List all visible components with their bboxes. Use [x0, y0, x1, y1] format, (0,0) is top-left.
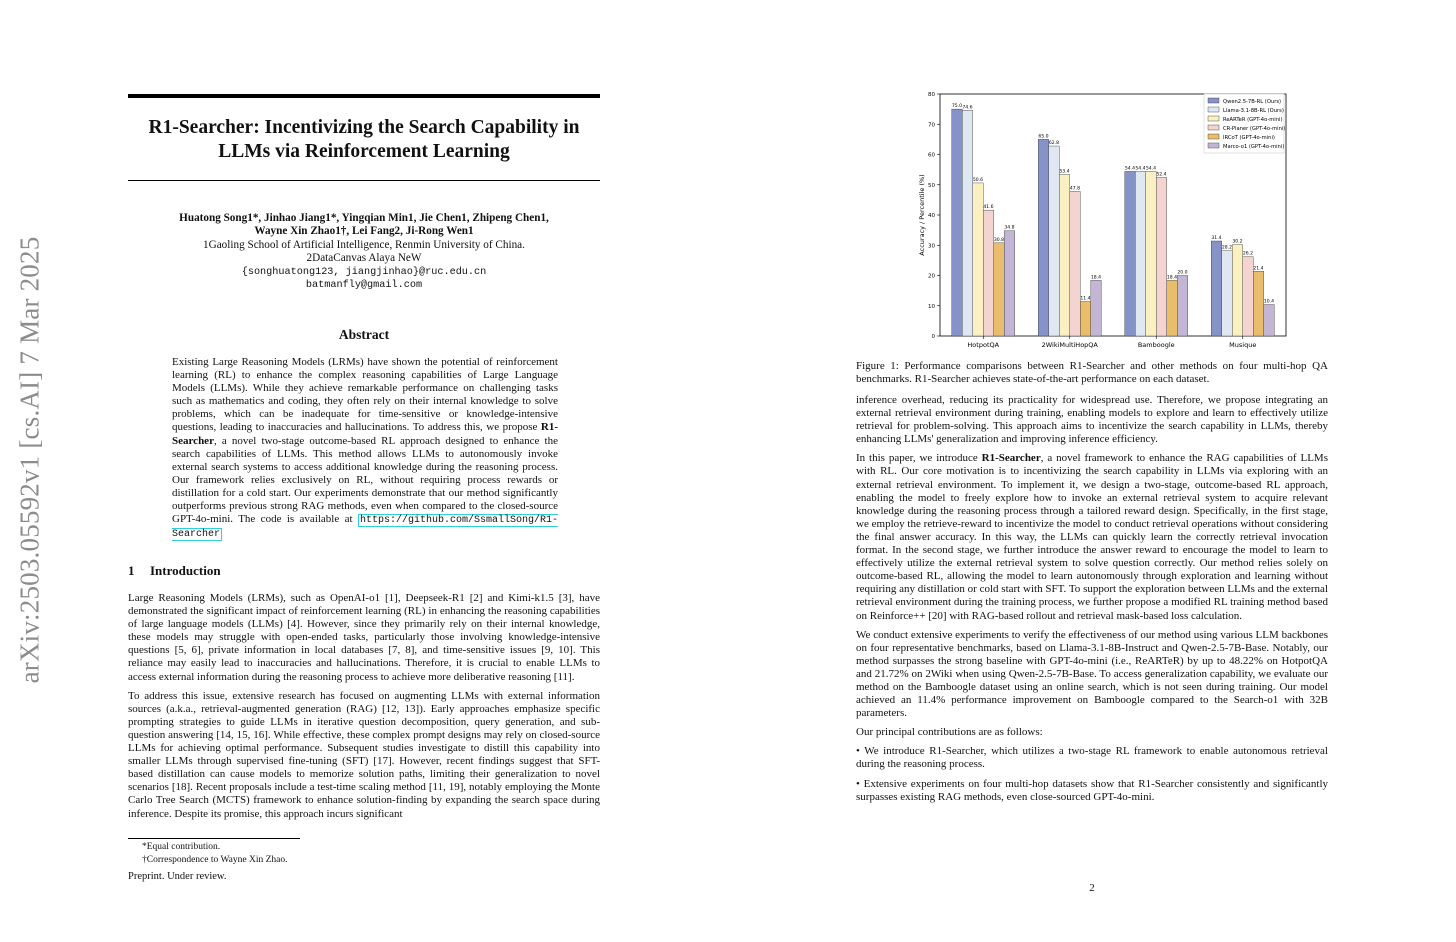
- right-p2-method: R1-Searcher: [981, 452, 1041, 465]
- x-tick-label: Musique: [1229, 341, 1257, 349]
- footnote-equal-contribution: *Equal contribution.: [142, 842, 221, 852]
- intro-heading: [128, 563, 221, 579]
- legend-swatch: [1208, 125, 1219, 130]
- bar-value-label: 47.8: [1069, 186, 1081, 192]
- bar-value-label: 53.4: [1059, 169, 1070, 175]
- bar: [1049, 146, 1060, 336]
- right-p2-a: In this paper, we introduce: [856, 452, 982, 465]
- legend-swatch: [1208, 143, 1219, 148]
- bar-value-label: 54.4: [1135, 166, 1146, 172]
- bar: [1091, 280, 1102, 336]
- bar: [1125, 171, 1136, 336]
- authors-line-1: Huatong Song1*, Jinhao Jiang1*, Yingqian Min1, Jie Chen1, Zhipeng Chen1,: [179, 212, 549, 224]
- bar: [1264, 305, 1275, 336]
- y-tick-label: 30: [928, 243, 935, 250]
- y-tick-label: 70: [928, 122, 935, 129]
- bar: [1167, 280, 1178, 336]
- bar-value-label: 34.8: [1004, 225, 1015, 231]
- bar-value-label: 18.4: [1166, 275, 1178, 281]
- footnote-rule: [128, 838, 300, 839]
- abstract-part-a: Existing Large Reasoning Models (LRMs) have shown the potential of reinforcement learning (RL) to enhance the complex reasoning capabilities of Large Language Models (LLMs). While they achieve remarkable performance on challenging tasks such as mathematics and coding, they often rely on their internal knowledge to solve problems, which can be inadequate for time-sensitive or knowledge-intensive questions, leading to inaccuracies and hallucinations. To address this, we propose: [172, 356, 558, 434]
- abstract-heading: Abstract: [338, 327, 390, 342]
- footnotes: [128, 841, 287, 866]
- bar-value-label: 54.4: [1145, 166, 1157, 172]
- bar-value-label: 20.0: [1177, 270, 1188, 276]
- bar-value-label: 54.4: [1124, 166, 1136, 172]
- legend-entry: Llama-3.1-8B-RL (Ours): [1223, 108, 1284, 114]
- abstract-part-b: , a novel two-stage outcome-based RL approach designed to enhance the search capabilities of LLMs. This method allows LLMs to autonomously invoke external search systems to access additional knowledge during the reasoning process. Our framework relies exclusively on RL, without requiring process rewards or distillation for a cold start. Our experiments demonstrate that our method significantly outperforms previous strong RAG methods, even when compared to the closed-source GPT-4o-mini. The code is available at: [172, 434, 558, 526]
- bar: [1135, 171, 1146, 336]
- bar-value-label: 50.6: [972, 177, 984, 183]
- page-number: 2: [1089, 882, 1095, 894]
- bar: [1232, 245, 1243, 336]
- bar: [1070, 191, 1081, 336]
- title-rule-bottom: [128, 180, 600, 181]
- legend-swatch: [1208, 107, 1219, 112]
- intro-body: [128, 592, 600, 827]
- bar-value-label: 75.0: [951, 104, 963, 110]
- bar-value-label: 74.6: [962, 105, 973, 111]
- y-tick-label: 60: [928, 152, 935, 159]
- x-tick-label: HotpotQA: [967, 341, 1000, 349]
- bar-value-label: 10.4: [1263, 299, 1275, 305]
- bar: [1156, 177, 1167, 336]
- bar: [1146, 171, 1157, 336]
- bar-value-label: 62.8: [1048, 141, 1060, 147]
- bar: [1038, 139, 1049, 336]
- figure-caption: Figure 1: Performance comparisons between R1-Searcher and other methods on four multi-hop QA benchmarks. R1-Searcher achieves state-of-the-art performance on each dataset.: [856, 360, 1328, 386]
- bar: [1253, 271, 1264, 336]
- intro-paragraph-1: Large Reasoning Models (LRMs), such as OpenAI-o1 [1], Deepseek-R1 [2] and Kimi-k1.5 [3], have demonstrated the significant impact of reinforcement learning (RL) in enhancing the reasoning capabilities of large language models (LLMs) [4]. However, since they primarily rely on their internal knowledge, these models may struggle with open-ended tasks, particularly those involving knowledge-intensive questions [5, 6], private information in local databases [7, 8], and time-sensitive issues [9, 10]. This reliance may easily lead to inaccuracies and hallucinations. Therefore, it is crucial to enable LLMs to access external information during the reasoning process to achieve more deliberative reasoning [11].: [128, 592, 600, 683]
- code-link[interactable]: https://github.com/SsmallSong/R1-Searcher: [172, 515, 559, 541]
- figure-1-bar-chart: [870, 86, 1300, 352]
- y-tick-label: 50: [928, 182, 935, 189]
- right-paragraph-3: We conduct extensive experiments to verify the effectiveness of our method using various LLM backbones on four representative benchmarks, based on Llama-3.1-8B-Instruct and Qwen-2.5-7B-Base. Notably, our method surpasses the strong baseline with GPT-4o-mini (i.e., ReARTeR) by up to 48.22% on HotpotQA and 21.72% on 2Wiki when using Qwen-2.5-7B-Base. To access generalization capability, we evaluate our method on the Bamboogle dataset using an online search, which is not seen during training. Our model achieved an 11.4% performance improvement on Bamboogle compared to the Search-o1 with 32B parameters.: [856, 628, 1328, 720]
- bar-value-label: 30.2: [1232, 239, 1243, 245]
- paper-title: R1-Searcher: Incentivizing the Search Capability in LLMs via Reinforcement Learning: [148, 117, 580, 162]
- bar-value-label: 65.0: [1038, 134, 1049, 140]
- bar-value-label: 31.4: [1211, 236, 1222, 242]
- bar: [983, 210, 994, 336]
- bar: [952, 109, 963, 336]
- legend-swatch: [1208, 134, 1219, 139]
- legend-entry: Marco-o1 (GPT-4o-mini): [1223, 144, 1285, 150]
- legend-swatch: [1208, 98, 1219, 103]
- legend-entry: ReARTeR (GPT-4o-mini): [1223, 117, 1283, 123]
- right-paragraph-1: inference overhead, reducing its practicality for widespread use. Therefore, we propose integrating an external retrieval environment during training, enabling models to explore and learn to effectively utilize retrieval for problem-solving. This approach aims to incentivize the search capability in LLMs, thereby enhancing LLMs' generalization and improving inference efficiency.: [856, 394, 1328, 446]
- y-tick-label: 20: [928, 273, 935, 280]
- bar-value-label: 21.4: [1253, 266, 1264, 272]
- bar-value-label: 52.4: [1156, 172, 1167, 178]
- bar: [1222, 251, 1233, 336]
- abstract-text: [172, 356, 558, 541]
- y-tick-label: 10: [928, 303, 935, 310]
- email-2: batmanfly@gmail.com: [305, 280, 423, 292]
- section-number: 1: [128, 563, 135, 578]
- x-tick-label: Bamboogle: [1137, 341, 1175, 349]
- bar: [1243, 257, 1254, 336]
- contribution-bullet-1: • We introduce R1-Searcher, which utilizes a two-stage RL framework to enable autonomous retrieval during the reasoning process.: [856, 745, 1328, 771]
- authors-line-2: Wayne Xin Zhao1†, Lei Fang2, Ji-Rong Wen1: [254, 225, 474, 238]
- bar: [962, 110, 973, 336]
- legend-swatch: [1208, 116, 1219, 121]
- intro-paragraph-2: To address this issue, extensive research has focused on augmenting LLMs with external information sources (a.k.a., retrieval-augmented generation (RAG) [12, 13]). Early approaches emphasize specific prompting strategies to guide LLMs in iterative question decomposition, query generation, and sub-question answering [14, 15, 16]. While effective, these complex prompt designs may rely on closed-source LLMs for achieving optimal performance. Subsequent studies investigate to distill this capability into smaller LLMs through supervised fine-tuning (SFT) [17]. However, recent findings suggest that SFT-based distillation can cause models to memorize solution paths, limiting their generalization to novel scenarios [18]. Recent proposals include a test-time scaling method [11, 19], notably employing the Monte Carlo Tree Search (MCTS) framework to enhance solution-finding by expanding the search space during inference. Despite its promise, this approach incurs significant: [128, 689, 600, 820]
- bar: [973, 183, 984, 336]
- affiliation-2: 2DataCanvas Alaya NeW: [306, 252, 422, 265]
- bar-value-label: 41.6: [983, 205, 994, 211]
- footnote-correspondence: †Correspondence to Wayne Xin Zhao.: [142, 854, 288, 865]
- arxiv-stamp: [10, 236, 50, 684]
- title-rule-top: [128, 94, 600, 98]
- bar: [1177, 276, 1188, 337]
- right-paragraph-4: Our principal contributions are as follows:: [856, 726, 1043, 739]
- email-1: {songhuatong123, jiangjinhao}@ruc.edu.cn: [241, 266, 487, 278]
- bar-value-label: 26.2: [1242, 251, 1254, 257]
- y-axis-label: Accuracy / Percentile (%): [918, 174, 926, 256]
- right-body: [856, 394, 1328, 810]
- bar-value-label: 30.8: [993, 237, 1005, 243]
- section-title: Introduction: [150, 563, 221, 578]
- bar-value-label: 11.4: [1080, 296, 1091, 302]
- right-page: [728, 0, 1456, 942]
- bar: [1080, 302, 1091, 336]
- x-tick-label: 2WikiMultiHopQA: [1041, 341, 1098, 349]
- legend-entry: IRCoT (GPT-4o-mini): [1223, 135, 1275, 141]
- bar: [1211, 241, 1222, 336]
- right-p2-b: , a novel framework to enhance the RAG capabilities of LLMs with RL. Our core motivation is to incentivizing the search capability in LLMs via exploring with an external retrieval environment. To implement it, we design a two-stage, outcome-based RL approach, enabling the model to freely explore how to invoke an external retrieval system to acquire relevant knowledge during the reasoning process through a tailored reward design. Specifically, in the first stage, we employ the retrieve-reward to incentivize the model to conduct retrieval operations without considering the final answer accuracy. In this way, the LLMs can quickly learn the correctly retrieval invocation format. In the second stage, we further introduce the answer reward to encourage the model to learn to effectively utilize the external retrieval system to solve question correctly. Our method relies solely on outcome-based RL, allowing the model to learn autonomously through exploration and learning without requiring any distillation or cold start with SFT. To support the exploration between LLMs and the external retrieval environment during the training process, we further propose a modified RL training method based on Reinforce++ [20] with RAG-based rollout and retrieval mask-based loss calculation.: [856, 452, 1328, 622]
- contribution-bullet-2: • Extensive experiments on four multi-hop datasets show that R1-Searcher consistently and significantly surpasses existing RAG methods, even close-sourced GPT-4o-mini.: [856, 777, 1328, 803]
- bar: [1059, 174, 1070, 336]
- arxiv-stamp-text: arXiv:2503.05592v1 [cs.AI] 7 Mar 2025: [14, 236, 45, 684]
- affiliation-1: 1Gaoling School of Artificial Intelligence, Renmin University of China.: [203, 238, 525, 251]
- right-paragraph-2: [856, 452, 1328, 622]
- legend-entry: Qwen2.5-7B-RL (Ours): [1223, 99, 1282, 105]
- y-tick-label: 80: [928, 92, 935, 98]
- bar: [1004, 231, 1015, 336]
- legend-entry: CR-Planer (GPT-4o-mini): [1223, 126, 1286, 132]
- y-tick-label: 40: [928, 213, 935, 219]
- bar: [994, 243, 1005, 336]
- y-tick-label: 0: [931, 334, 935, 340]
- preprint-note: Preprint. Under review.: [128, 871, 227, 882]
- bar-value-label: 18.4: [1090, 275, 1102, 281]
- author-block: [128, 212, 600, 292]
- bar-value-label: 28.2: [1221, 245, 1233, 251]
- abstract-method-name: R1-Searcher: [172, 421, 558, 447]
